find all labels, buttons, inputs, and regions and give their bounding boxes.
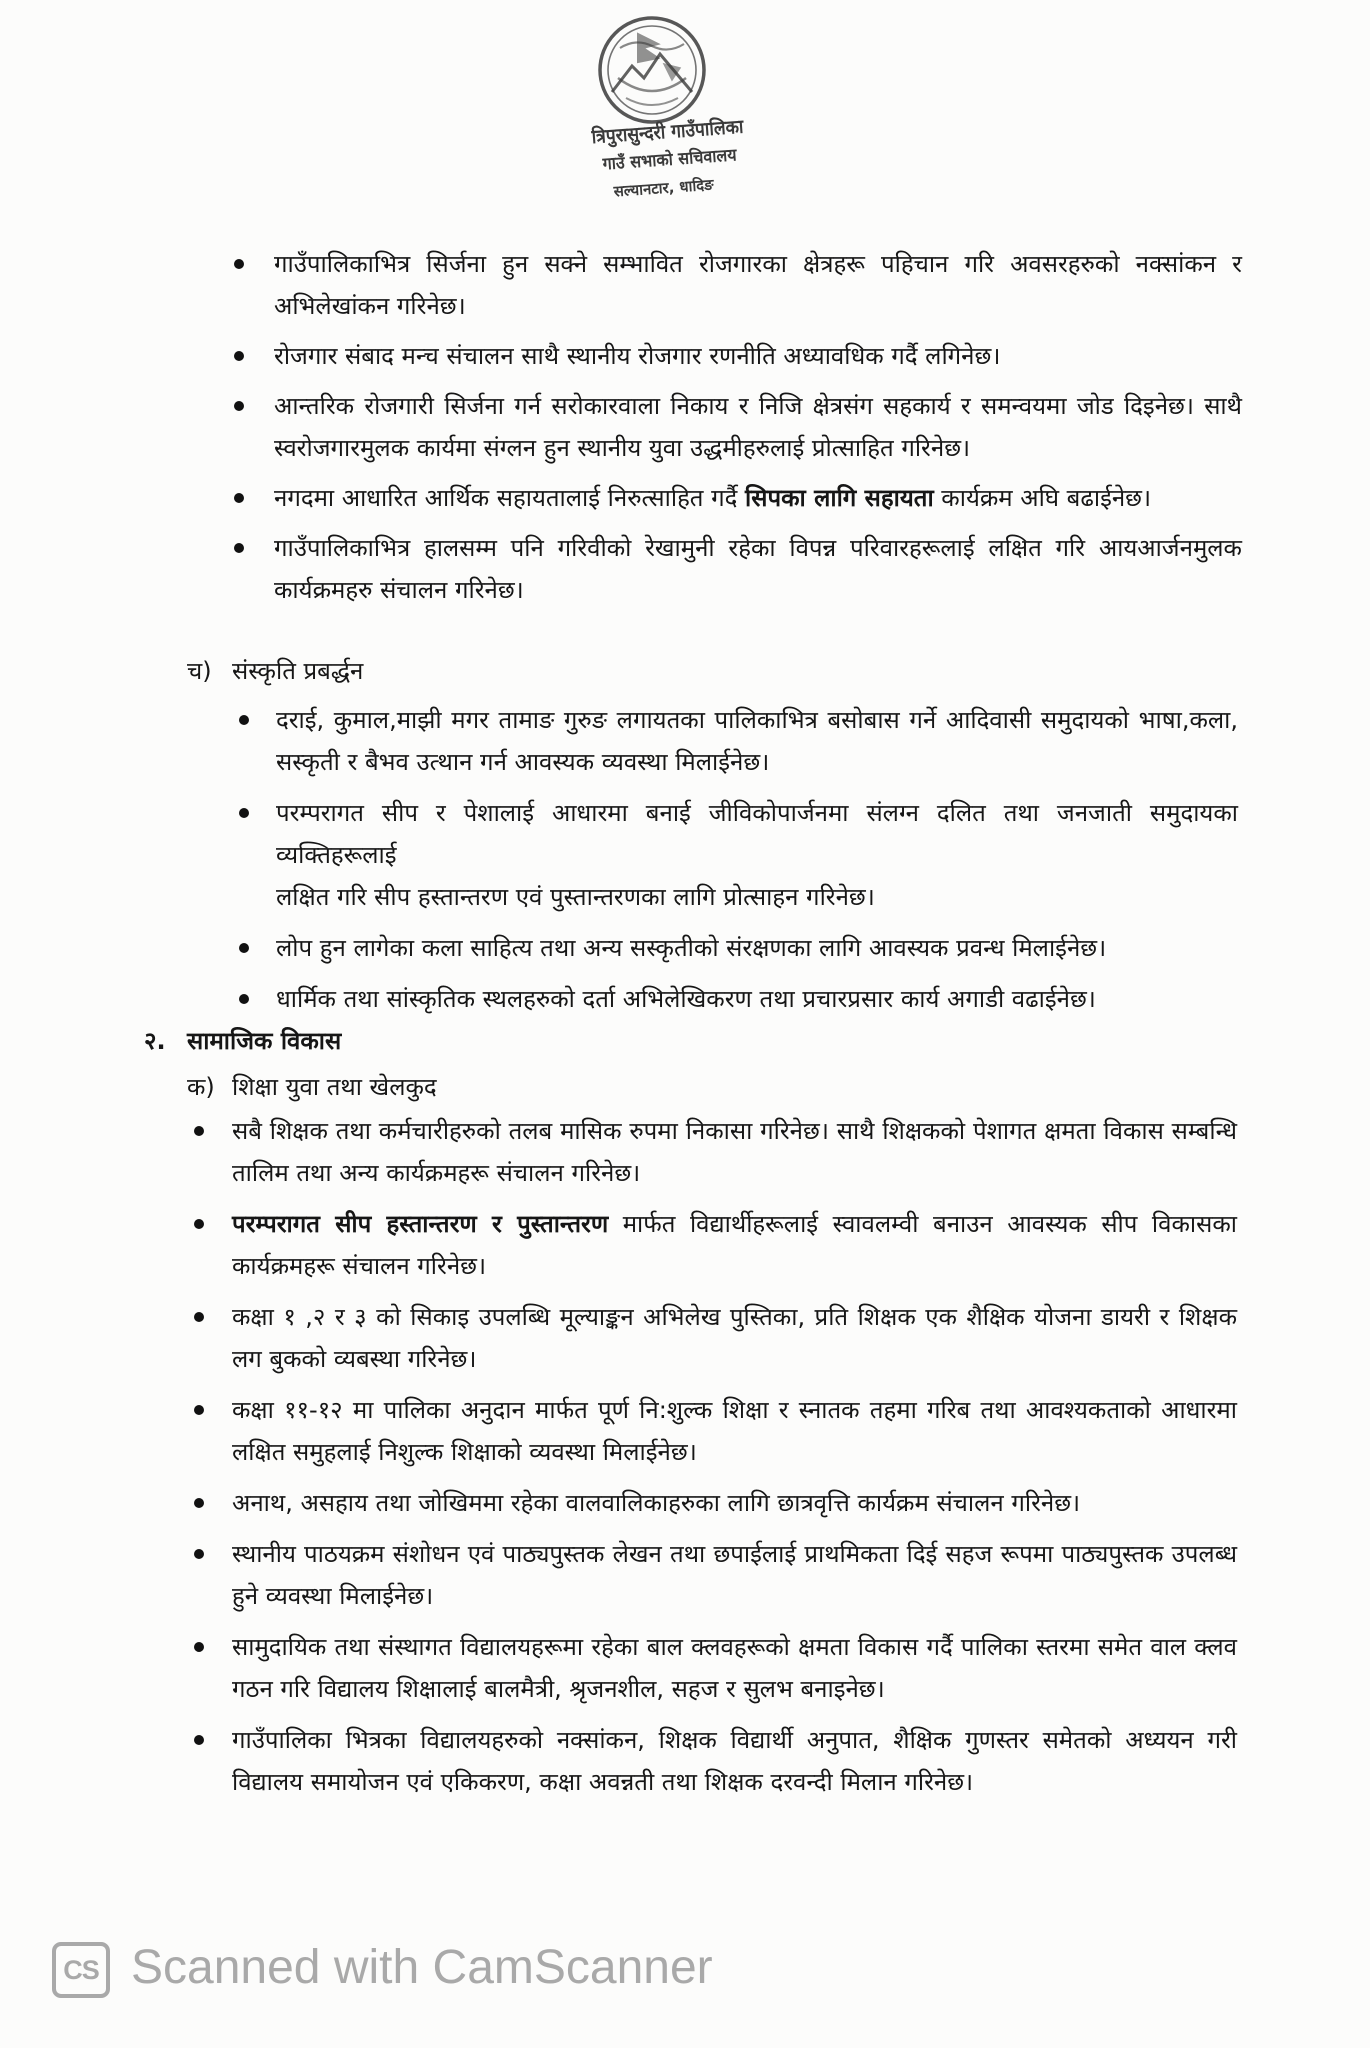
bullet-icon bbox=[239, 808, 249, 818]
list-item-line: रोजगार संबाद मन्च संचालन साथै स्थानीय रोजगार रणनीति अध्यावधिक गर्दै लगिनेछ। bbox=[274, 342, 1001, 370]
list-item-line: गठन गरि विद्यालय शिक्षालाई बालमैत्री, श्रृजनशील, सहज र सुलभ बनाइनेछ। bbox=[232, 1675, 885, 1703]
list-item-line: स्थानीय पाठयक्रम संशोधन एवं पाठ्यपुस्तक लेखन तथा छपाईलाई प्राथमिकता दिई सहज रूपमा पाठ्यपुस्तक उपलब्ध bbox=[232, 1540, 1237, 1568]
list-item-line: कार्यक्रमहरू संचालन गरिनेछ। bbox=[232, 1252, 487, 1280]
list-item bbox=[276, 699, 1238, 783]
stamp-text-line3: सल्यानटार, धादिङ bbox=[613, 175, 716, 201]
bullet-icon bbox=[234, 401, 244, 411]
list-item-line: गाउँपालिकाभित्र सिर्जना हुन सक्ने सम्भावित रोजगारका क्षेत्रहरू पहिचान गरि अवसरहरुको नक्सांकन र bbox=[274, 250, 1242, 278]
list-item-line: कक्षा १ ,२ र ३ को सिकाइ उपलब्धि मूल्याङ्कन अभिलेख पुस्तिका, प्रति शिक्षक एक शैक्षिक योजना डायरी र शिक्षक bbox=[232, 1303, 1237, 1331]
list-item-line bbox=[274, 477, 1242, 519]
list-item-line: अभिलेखांकन गरिनेछ। bbox=[274, 292, 466, 320]
list-item bbox=[232, 1296, 1237, 1380]
bullet-icon bbox=[234, 351, 244, 361]
list-item bbox=[274, 385, 1242, 469]
bullet-icon bbox=[194, 1126, 204, 1136]
list-item bbox=[232, 1719, 1237, 1803]
list-item-line: लग बुकको व्यबस्था गरिनेछ। bbox=[232, 1345, 477, 1373]
bullet-icon bbox=[194, 1312, 204, 1322]
list-item-line: हुने व्यवस्था मिलाईनेछ। bbox=[232, 1582, 434, 1610]
subsection-heading-education: शिक्षा युवा तथा खेलकुद bbox=[232, 1073, 437, 1101]
list-item-line: आन्तरिक रोजगारी सिर्जना गर्न सरोकारवाला निकाय र निजि क्षेत्रसंग सहकार्य र समन्वयमा जोड दिइनेछ। साथै bbox=[274, 392, 1242, 420]
list-item bbox=[276, 792, 1238, 918]
stamp-text-line1: त्रिपुरासुन्दरी गाउँपालिका bbox=[590, 114, 759, 149]
list-item bbox=[232, 1389, 1237, 1473]
text-segment: मार्फत विद्यार्थीहरूलाई स्वावलम्वी बनाउन आवस्यक सीप विकासका bbox=[608, 1210, 1237, 1238]
list-item bbox=[232, 1203, 1237, 1287]
list-item-line: लक्षित गरि सीप हस्तान्तरण एवं पुस्तान्तरणका लागि प्रोत्साहन गरिनेछ। bbox=[276, 883, 875, 911]
bold-text-segment: सिपका लागि सहायता bbox=[745, 484, 934, 512]
list-item-line: लक्षित समुहलाई निशुल्क शिक्षाको व्यवस्था मिलाईनेछ। bbox=[232, 1438, 697, 1466]
section-heading-culture: संस्कृति प्रबर्द्धन bbox=[232, 657, 364, 685]
section-heading-social-development: सामाजिक विकास bbox=[187, 1027, 342, 1055]
bullet-icon bbox=[239, 715, 249, 725]
list-item bbox=[274, 527, 1242, 611]
text-segment: कार्यक्रम अघि बढाईनेछ। bbox=[933, 484, 1152, 512]
bullet-icon bbox=[239, 994, 249, 1004]
list-item-line: लोप हुन लागेका कला साहित्य तथा अन्य सस्कृतीको संरक्षणका लागि आवस्यक प्रवन्ध मिलाईनेछ। bbox=[276, 934, 1107, 962]
stamp-text-line2: गाउँ सभाको सचिवालय bbox=[602, 144, 746, 175]
bullet-icon bbox=[194, 1735, 204, 1745]
official-seal-stamp bbox=[540, 8, 800, 213]
list-item-line: दराई, कुमाल,माझी मगर तामाङ गुरुङ लगायतका पालिकाभित्र बसोबास गर्ने आदिवासी समुदायको भाषा,कला, bbox=[276, 706, 1238, 734]
list-item-line: परम्परागत सीप र पेशालाई आधारमा बनाई जीविकोपार्जनमा संलग्न दलित तथा जनजाती समुदायका व्यक्तिहरूलाई bbox=[276, 799, 1238, 869]
camscanner-logo: CS bbox=[52, 1942, 110, 1998]
list-item-line: गाउँपालिकाभित्र हालसम्म पनि गरिवीको रेखामुनी रहेका विपन्न परिवारहरूलाई लक्षित गरि आयआर्जनमुलक bbox=[274, 534, 1242, 562]
list-item bbox=[274, 477, 1242, 519]
list-item-line: स्वरोजगारमुलक कार्यमा संग्लन हुन स्थानीय युवा उद्धमीहरुलाई प्रोत्साहित गरिनेछ। bbox=[274, 434, 971, 462]
text-segment: नगदमा आधारित आर्थिक सहायतालाई निरुत्साहित गर्दै bbox=[274, 484, 746, 512]
list-item-line: सामुदायिक तथा संस्थागत विद्यालयहरूमा रहेका बाल क्लवहरूको क्षमता विकास गर्दै पालिका स्तरमा समेत वाल क्लव bbox=[232, 1633, 1237, 1661]
culture-list bbox=[276, 699, 1238, 1029]
list-item bbox=[276, 978, 1238, 1020]
section-number: २. bbox=[144, 1027, 166, 1055]
list-item-line bbox=[232, 1203, 1237, 1245]
list-item-line: विद्यालय समायोजन एवं एकिकरण, कक्षा अवन्नती तथा शिक्षक दरवन्दी मिलान गरिनेछ। bbox=[232, 1768, 974, 1796]
list-item-line: सस्कृती र बैभव उत्थान गर्न आवस्यक व्यवस्था मिलाईनेछ। bbox=[276, 748, 770, 776]
bullet-icon bbox=[239, 943, 249, 953]
subsection-marker-ka: क) bbox=[187, 1073, 215, 1101]
bullet-icon bbox=[194, 1549, 204, 1559]
list-item bbox=[232, 1626, 1237, 1710]
list-item-line: अनाथ, असहाय तथा जोखिममा रहेका वालवालिकाहरुका लागि छात्रवृत्ति कार्यक्रम संचालन गरिनेछ। bbox=[232, 1489, 1081, 1517]
list-item-line: धार्मिक तथा सांस्कृतिक स्थलहरुको दर्ता अभिलेखिकरण तथा प्रचारप्रसार कार्य अगाडी वढाईनेछ। bbox=[276, 985, 1096, 1013]
list-item bbox=[274, 243, 1242, 327]
bullet-icon bbox=[194, 1405, 204, 1415]
list-item-line: गाउँपालिका भित्रका विद्यालयहरुको नक्सांकन, शिक्षक विद्यार्थी अनुपात, शैक्षिक गुणस्तर समेतको अध्ययन गरी bbox=[232, 1726, 1237, 1754]
list-item-line: कक्षा ११-१२ मा पालिका अनुदान मार्फत पूर्ण नि:शुल्क शिक्षा र स्नातक तहमा गरिब तथा आवश्यकताको आधारमा bbox=[232, 1396, 1237, 1424]
watermark-text: Scanned with CamScanner bbox=[131, 1941, 713, 1994]
education-list bbox=[232, 1110, 1237, 1812]
list-item bbox=[232, 1482, 1237, 1524]
bullet-icon bbox=[194, 1498, 204, 1508]
list-item-line: तालिम तथा अन्य कार्यक्रमहरू संचालन गरिनेछ। bbox=[232, 1159, 641, 1187]
list-item-line: सबै शिक्षक तथा कर्मचारीहरुको तलब मासिक रुपमा निकासा गरिनेछ। साथै शिक्षकको पेशागत क्षमता विकास सम्बन्धि bbox=[232, 1117, 1237, 1145]
bullet-icon bbox=[234, 259, 244, 269]
employment-list bbox=[274, 243, 1242, 619]
bold-text-segment: परम्परागत सीप हस्तान्तरण र पुस्तान्तरण bbox=[232, 1210, 609, 1238]
seal-emblem-icon bbox=[600, 18, 704, 122]
bullet-icon bbox=[234, 493, 244, 503]
bullet-icon bbox=[194, 1219, 204, 1229]
list-item bbox=[274, 335, 1242, 377]
section-marker-cha: च) bbox=[187, 657, 212, 685]
list-item bbox=[276, 927, 1238, 969]
list-item bbox=[232, 1533, 1237, 1617]
list-item bbox=[232, 1110, 1237, 1194]
bullet-icon bbox=[234, 543, 244, 553]
bullet-icon bbox=[194, 1642, 204, 1652]
list-item-line: कार्यक्रमहरु संचालन गरिनेछ। bbox=[274, 576, 524, 604]
